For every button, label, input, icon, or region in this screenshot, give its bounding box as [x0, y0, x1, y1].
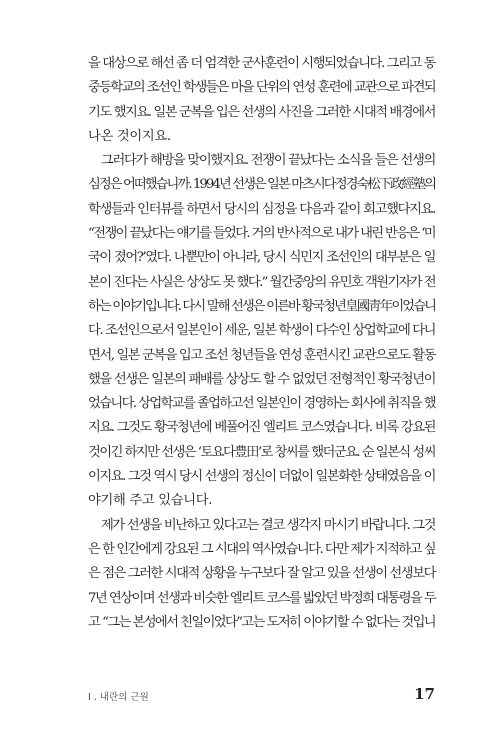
text-line: 학생들과 인터뷰를 하면서 당시의 심정을 다음과 같이 회고했다지요. [88, 201, 435, 217]
text-line: 나온 것이지요. [88, 128, 171, 144]
text-line: 본이 진다는 사실은 상상도 못 했다.” 월간중앙의 유민호 객원기자가 전 [88, 274, 435, 290]
page-number: 17 [414, 685, 435, 703]
paragraph [88, 514, 435, 635]
page-footer [88, 687, 435, 707]
text-line: 중등학교의 조선인 학생들은 마을 단위의 연성 훈련에 교관으로 파견되 [88, 80, 435, 96]
text-line: 고 “그는 본성에서 친일이었다”고는 도저히 이야기할 수 없다는 것입니 [88, 614, 435, 630]
text-line: 을 대상으로 해선 좀 더 엄격한 군사훈련이 시행되었습니다. 그리고 동 [88, 56, 435, 71]
paragraph [88, 52, 435, 149]
text-line: 이지요. 그것 역시 당시 선생의 정신이 더없이 일본화한 상태였음을 이 [88, 469, 435, 485]
text-line: 은 점은 그러한 시대적 상황을 누구보다 잘 알고 있을 선생이 선생보다 [88, 566, 435, 582]
text-line: 었습니다. 상업학교를 졸업하고선 일본인이 경영하는 회사에 취직을 했 [88, 396, 435, 412]
body-text [88, 52, 435, 635]
text-line: “전쟁이 끝났다는 얘기를 들었다. 거의 반사적으로 내가 내린 반응은 ‘미 [88, 226, 435, 242]
text-line: 했을 선생은 일본의 패배를 상상도 할 수 없었던 전형적인 황국청년이 [88, 371, 435, 387]
text-line: 국이 졌어?’였다. 나뿐만이 아니라, 당시 식민지 조선인의 대부분은 일 [88, 250, 435, 266]
text-line: 그러다가 해방을 맞이했지요. 전쟁이 끝났다는 소식을 들은 선생의 [101, 153, 435, 169]
text-line: 지요. 그것도 황국청년에 베풀어진 엘리트 코스였습니다. 비록 강요된 [88, 420, 435, 436]
text-line: 심정은 어떠했습니까. 1994년 선생은 일본 마츠시다정경숙松下政經塾의 [88, 177, 436, 193]
text-line: 것이긴 하지만 선생은 ‘토요다豊田’로 창씨를 했더군요. 순 일본식 성씨 [88, 444, 435, 460]
paragraph [88, 149, 435, 513]
text-line: 은 한 인간에게 강요된 그 시대의 역사였습니다. 다만 제가 지적하고 싶 [88, 541, 435, 557]
chapter-title: I . 내란의 근원 [88, 692, 149, 703]
text-line: 7년 연상이며 선생과 비슷한 엘리트 코스를 밟았던 박정희 대통령을 두 [88, 590, 436, 606]
text-line: 제가 선생을 비난하고 있다고는 결코 생각지 마시기 바랍니다. 그것 [101, 517, 435, 533]
text-line: 다. 조선인으로서 일본인이 세운, 일본 학생이 다수인 상업학교에 다니 [88, 323, 435, 339]
text-line: 면서, 일본 군복을 입고 조선 청년들을 연성 훈련시킨 교관으로도 활동 [88, 347, 435, 363]
text-line: 하는 이야기입니다. 다시 말해 선생은 이른바 황국청년皇國靑年이었습니 [88, 298, 435, 314]
text-line: 야기해 주고 있습니다. [88, 493, 213, 509]
text-line: 기도 했지요. 일본 군복을 입은 선생의 사진을 그러한 시대적 배경에서 [88, 104, 435, 120]
